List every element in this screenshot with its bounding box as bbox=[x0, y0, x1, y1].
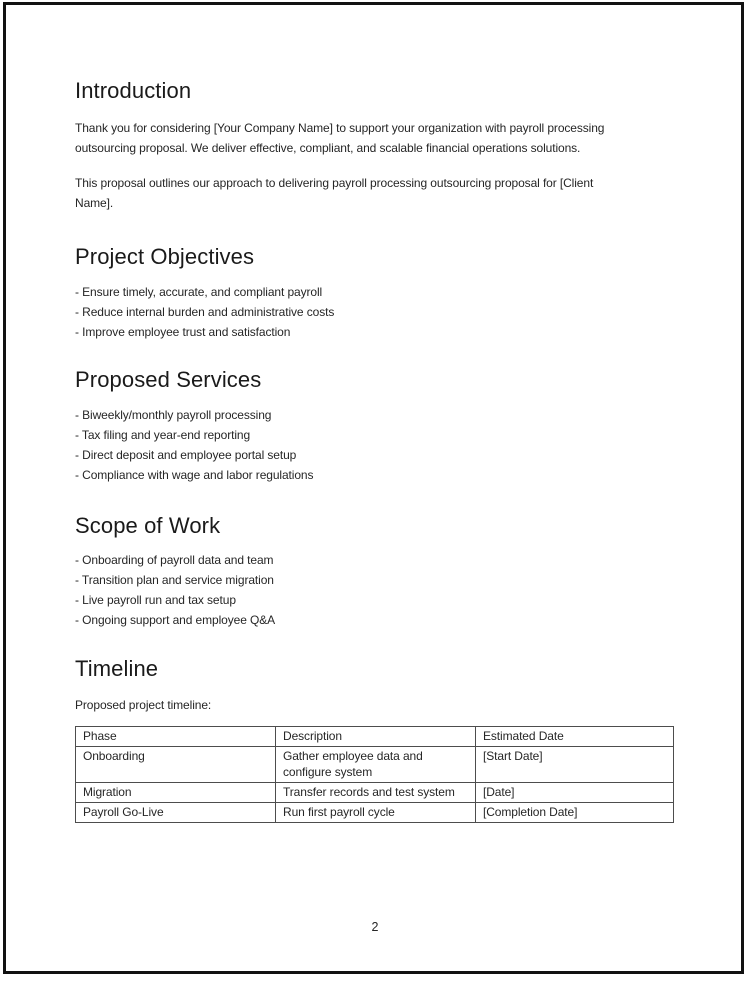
cell-estimated-date: [Start Date] bbox=[476, 747, 674, 783]
cell-estimated-date: [Completion Date] bbox=[476, 803, 674, 823]
section-heading-timeline: Timeline bbox=[75, 656, 159, 681]
section-heading-project-objectives: Project Objectives bbox=[75, 244, 255, 269]
section-heading-proposed-services: Proposed Services bbox=[75, 367, 262, 392]
cell-phase: Migration bbox=[76, 783, 276, 803]
list-item: - Biweekly/monthly payroll processing bbox=[75, 408, 272, 422]
intro-paragraph-2 bbox=[75, 173, 660, 213]
table-row-migration bbox=[76, 783, 674, 803]
list-item: - Tax filing and year-end reporting bbox=[75, 428, 251, 442]
cell-description: Gather employee data and configure system bbox=[276, 747, 476, 783]
intro-paragraph-1 bbox=[75, 118, 660, 158]
section-heading-scope-of-work: Scope of Work bbox=[75, 513, 221, 538]
column-header-description: Description bbox=[276, 727, 476, 747]
services-list bbox=[75, 405, 660, 485]
paragraph-line: outsourcing proposal. We deliver effective, compliant, and scalable financial operations solutions. bbox=[75, 141, 581, 155]
list-item: - Reduce internal burden and administrative costs bbox=[75, 305, 335, 319]
list-item: - Direct deposit and employee portal setup bbox=[75, 448, 297, 462]
cell-description: Run first payroll cycle bbox=[276, 803, 476, 823]
table-header-row bbox=[76, 727, 674, 747]
cell-phase: Onboarding bbox=[76, 747, 276, 783]
list-item: - Ongoing support and employee Q&A bbox=[75, 613, 276, 627]
cell-phase: Payroll Go-Live bbox=[76, 803, 276, 823]
list-item: - Live payroll run and tax setup bbox=[75, 593, 236, 607]
column-header-estimated-date: Estimated Date bbox=[476, 727, 674, 747]
paragraph-line: Thank you for considering [Your Company Name] to support your organization with payroll processing bbox=[75, 121, 605, 135]
section-heading-introduction: Introduction bbox=[75, 78, 192, 103]
list-item: - Ensure timely, accurate, and compliant payroll bbox=[75, 285, 323, 299]
column-header-phase: Phase bbox=[76, 727, 276, 747]
timeline-lead-text: Proposed project timeline: bbox=[75, 698, 212, 712]
table-row-onboarding bbox=[76, 747, 674, 783]
cell-estimated-date: [Date] bbox=[476, 783, 674, 803]
page-number: 2 bbox=[371, 920, 379, 934]
paragraph-line: Name]. bbox=[75, 196, 114, 210]
timeline-table bbox=[75, 726, 674, 823]
objectives-list bbox=[75, 282, 660, 342]
cell-description: Transfer records and test system bbox=[276, 783, 476, 803]
list-item: - Compliance with wage and labor regulations bbox=[75, 468, 314, 482]
table-row-payroll-go-live bbox=[76, 803, 674, 823]
list-item: - Onboarding of payroll data and team bbox=[75, 553, 274, 567]
paragraph-line: This proposal outlines our approach to delivering payroll processing outsourcing proposal for [Client bbox=[75, 176, 594, 190]
list-item: - Improve employee trust and satisfaction bbox=[75, 325, 291, 339]
list-item: - Transition plan and service migration bbox=[75, 573, 274, 587]
scope-list bbox=[75, 550, 660, 630]
page-content bbox=[75, 76, 660, 823]
